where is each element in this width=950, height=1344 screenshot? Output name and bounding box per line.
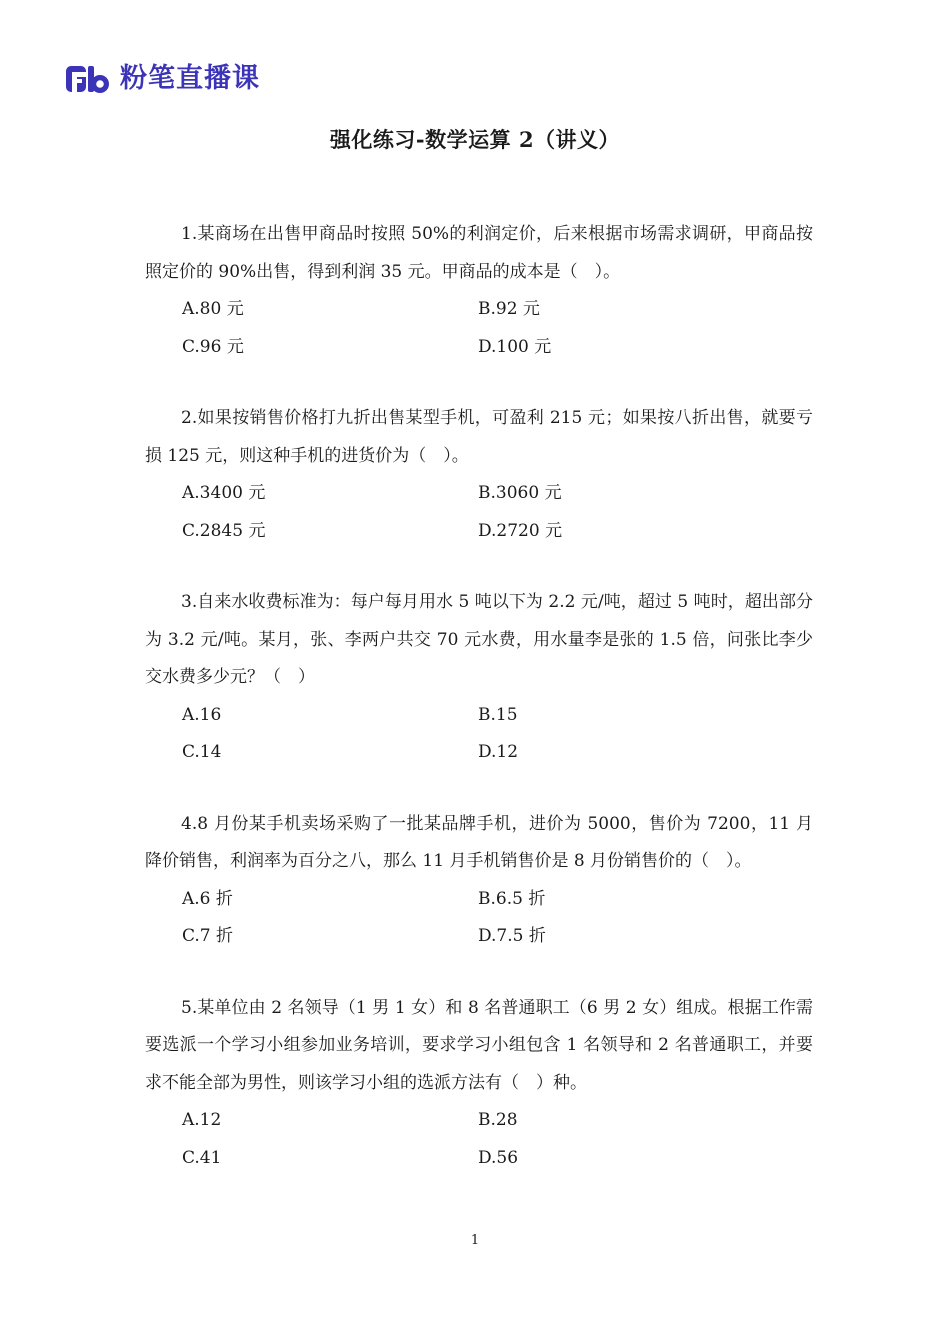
question-stem: 5.某单位由 2 名领导（1 男 1 女）和 8 名普通职工（6 男 2 女）组成。根据工作需要选派一个学习小组参加业务培训，要求学习小组包含 1 名领导和 2 名普通职工，并要求不能全部为男性，则该学习小组的选派方法有（ ）种。 xyxy=(145,997,813,1093)
option-d: D.2720 元 xyxy=(478,520,563,541)
option-c: C.41 xyxy=(182,1147,222,1168)
question-stem: 3.自来水收费标准为：每户每月用水 5 吨以下为 2.2 元/吨，超过 5 吨时，超出部分为 3.2 元/吨。某月，张、李两户共交 70 元水费，用水量李是张的 1.5 倍，问张比李少交水费多少元？（ ） xyxy=(145,592,813,687)
answer-options xyxy=(145,1102,813,1177)
option-d: D.7.5 折 xyxy=(478,926,546,946)
option-b: B.92 元 xyxy=(478,299,540,319)
option-b: B.3060 元 xyxy=(478,483,562,503)
question-5 xyxy=(145,990,813,1178)
fb-logo-icon xyxy=(66,64,110,94)
option-a: A.12 xyxy=(182,1110,222,1130)
option-b: B.28 xyxy=(478,1110,518,1130)
answer-options xyxy=(145,697,813,772)
option-c: C.14 xyxy=(182,742,222,762)
option-b: B.6.5 折 xyxy=(478,888,546,909)
question-stem: 2.如果按销售价格打九折出售某型手机，可盈利 215 元；如果按八折出售，就要亏损 125 元，则这种手机的进货价为（ ）。 xyxy=(145,408,813,466)
option-a: A.6 折 xyxy=(182,888,233,909)
option-d: D.56 xyxy=(478,1147,519,1168)
question-stem: 1.某商场在出售甲商品时按照 50%的利润定价，后来根据市场需求调研，甲商品按照定价的 90%出售，得到利润 35 元。甲商品的成本是（ ）。 xyxy=(145,224,813,282)
page-number: 1 xyxy=(470,1233,480,1248)
option-c: C.96 元 xyxy=(182,336,244,357)
option-a: A.80 元 xyxy=(182,299,244,319)
document-title: 强化练习-数学运算 2（讲义） xyxy=(329,127,621,152)
option-c: C.7 折 xyxy=(182,926,234,946)
option-c: C.2845 元 xyxy=(182,520,266,541)
option-b: B.15 xyxy=(478,704,518,725)
answer-options xyxy=(145,475,813,550)
option-d: D.100 元 xyxy=(478,336,552,357)
option-d: D.12 xyxy=(478,742,519,762)
brand-name: 粉笔直播课 xyxy=(120,63,260,94)
question-4 xyxy=(145,806,813,956)
option-a: A.16 xyxy=(182,704,222,725)
option-a: A.3400 元 xyxy=(182,483,266,503)
question-stem: 4.8 月份某手机卖场采购了一批某品牌手机，进价为 5000，售价为 7200，11 月降价销售，利润率为百分之八，那么 11 月手机销售价是 8 月份销售价的（ ）。 xyxy=(145,813,813,871)
question-3 xyxy=(145,584,813,772)
question-1 xyxy=(145,216,813,366)
answer-options xyxy=(145,881,813,956)
question-list xyxy=(145,216,813,1211)
answer-options xyxy=(145,291,813,366)
question-2 xyxy=(145,400,813,550)
brand-logo xyxy=(66,62,260,96)
